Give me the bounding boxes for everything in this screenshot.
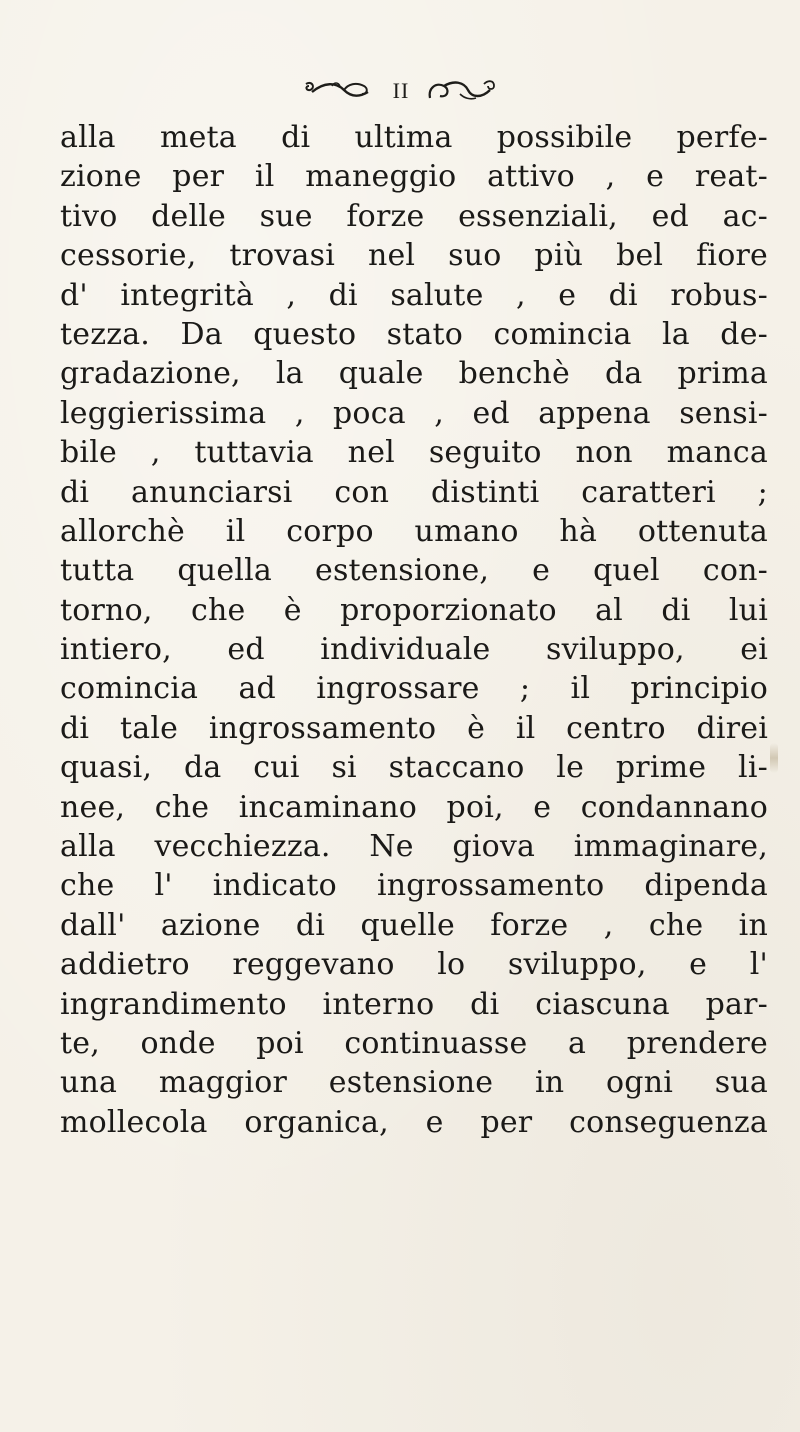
text-line: nee, che incaminano poi, e condannano bbox=[60, 789, 768, 825]
page-header bbox=[0, 72, 800, 112]
flourish-left-icon bbox=[302, 78, 374, 104]
text-line: bile , tuttavia nel seguito non manca bbox=[60, 435, 768, 471]
flourish-right-icon bbox=[424, 76, 498, 106]
text-line: te, onde poi continuasse a prendere bbox=[60, 1025, 768, 1061]
text-line: tezza. Da questo stato comincia la de- bbox=[60, 316, 768, 352]
text-line: dall' azione di quelle forze , che in bbox=[60, 907, 768, 943]
text-line: alla meta di ultima possibile perfe- bbox=[60, 120, 768, 155]
text-line: d' integrità , di salute , e di robus- bbox=[60, 277, 768, 313]
page-number: II bbox=[392, 78, 410, 103]
text-line: ingrandimento interno di ciascuna par- bbox=[60, 986, 768, 1022]
text-line: cessorie, trovasi nel suo più bel fiore bbox=[60, 238, 768, 274]
text-line: di anunciarsi con distinti caratteri ; bbox=[60, 474, 768, 510]
text-line: zione per il maneggio attivo , e reat- bbox=[60, 159, 768, 195]
text-line: mollecola organica, e per conseguenza bbox=[60, 1104, 768, 1140]
text-line: comincia ad ingrossare ; il principio bbox=[60, 671, 768, 707]
text-line: di tale ingrossamento è il centro direi bbox=[60, 710, 768, 746]
text-line: alla vecchiezza. Ne giova immaginare, bbox=[60, 829, 768, 865]
text-line: intiero, ed individuale sviluppo, ei bbox=[60, 632, 768, 668]
text-line: tutta quella estensione, e quel con- bbox=[60, 553, 768, 589]
text-line: addietro reggevano lo sviluppo, e l' bbox=[60, 947, 768, 983]
text-line: quasi, da cui si staccano le prime li- bbox=[60, 750, 768, 786]
paper-stain bbox=[770, 743, 778, 773]
text-line: torno, che è proporzionato al di lui bbox=[60, 592, 768, 628]
text-line: che l' indicato ingrossamento dipenda bbox=[60, 868, 768, 904]
body-text bbox=[60, 118, 768, 1142]
text-line: gradazione, la quale benchè da prima bbox=[60, 356, 768, 392]
text-line: allorchè il corpo umano hà ottenuta bbox=[60, 513, 768, 549]
text-line: una maggior estensione in ogni sua bbox=[60, 1065, 768, 1101]
text-line: tivo delle sue forze essenziali, ed ac- bbox=[60, 198, 768, 234]
text-line: leggierissima , poca , ed appena sensi- bbox=[60, 395, 768, 431]
